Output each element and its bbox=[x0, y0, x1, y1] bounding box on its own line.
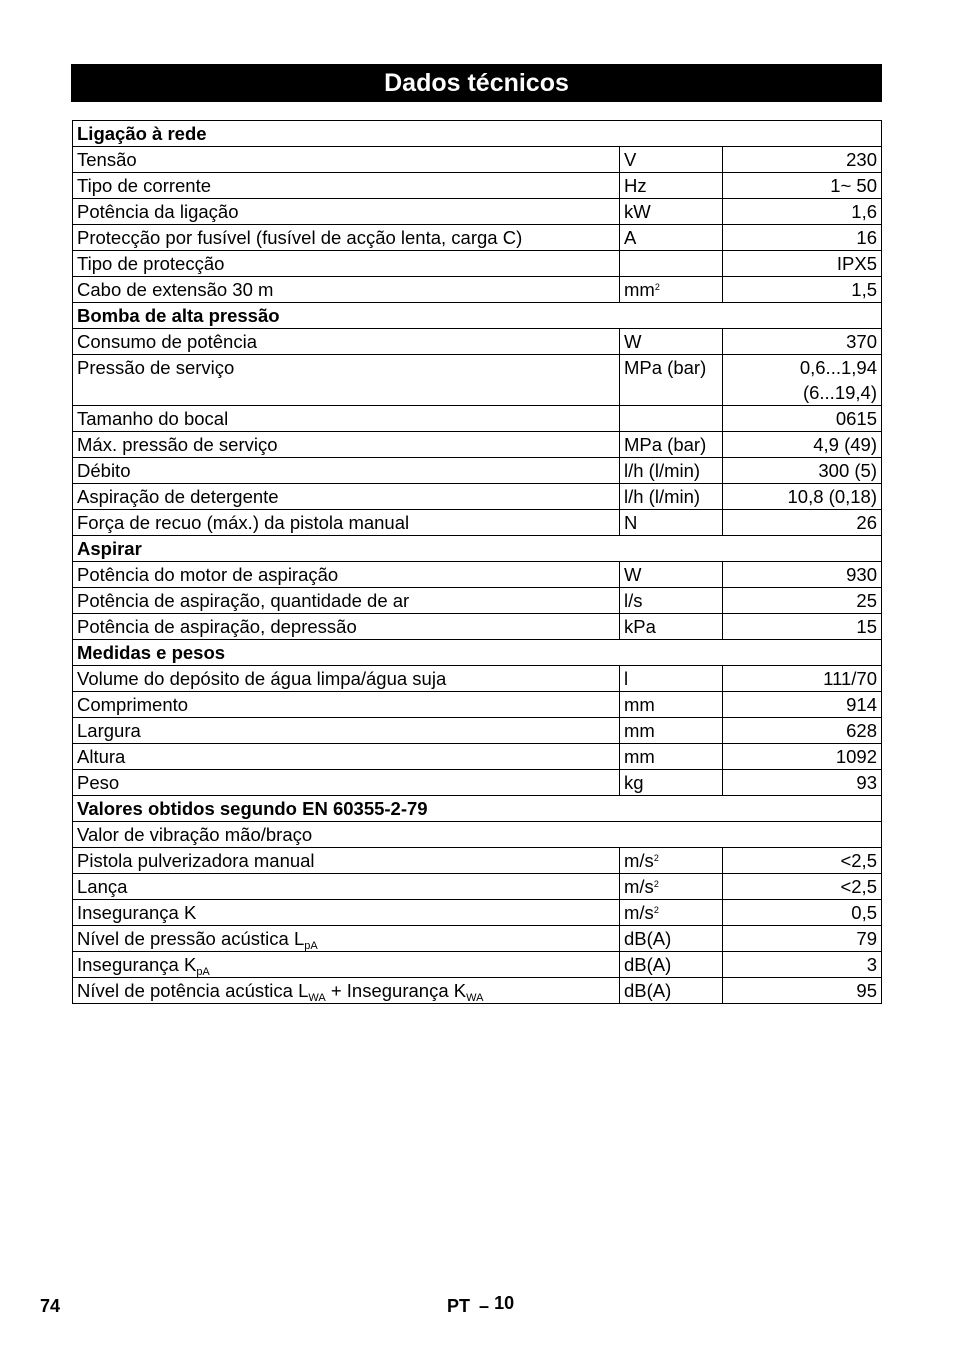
table-row bbox=[73, 978, 882, 1004]
spec-unit-cell bbox=[620, 614, 723, 640]
spec-label: Força de recuo (máx.) da pistola manual bbox=[77, 512, 410, 533]
spec-value: 1,6 bbox=[851, 201, 877, 222]
spec-label-cell bbox=[73, 199, 620, 225]
table-row bbox=[73, 666, 882, 692]
spec-value: 1092 bbox=[835, 746, 877, 767]
spec-label: Débito bbox=[77, 460, 131, 481]
spec-unit: MPa (bar) bbox=[624, 357, 707, 378]
spec-value-cell bbox=[723, 251, 882, 277]
spec-label-cell bbox=[73, 874, 620, 900]
spec-label: Máx. pressão de serviço bbox=[77, 434, 278, 455]
table-row bbox=[73, 588, 882, 614]
table-row bbox=[73, 173, 882, 199]
section-heading: Ligação à rede bbox=[73, 121, 882, 147]
spec-unit: mm bbox=[624, 746, 655, 767]
spec-unit-cell bbox=[620, 458, 723, 484]
spec-label: Lança bbox=[77, 876, 128, 897]
spec-label-cell bbox=[73, 432, 620, 458]
spec-unit-cell bbox=[620, 147, 723, 173]
spec-value-cell bbox=[723, 692, 882, 718]
spec-value-cell bbox=[723, 173, 882, 199]
spec-unit: m/s bbox=[624, 850, 654, 871]
spec-unit: A bbox=[624, 227, 637, 248]
spec-label: Consumo de potência bbox=[77, 331, 257, 352]
spec-value-cell bbox=[723, 718, 882, 744]
spec-label: Nível de potência acústica L bbox=[77, 980, 309, 1001]
table-row bbox=[73, 562, 882, 588]
section-subheading: Valor de vibração mão/braço bbox=[73, 822, 882, 848]
spec-unit-cell bbox=[620, 926, 723, 952]
spec-value: 15 bbox=[856, 616, 877, 637]
table-row bbox=[73, 692, 882, 718]
spec-unit-cell bbox=[620, 848, 723, 874]
spec-value-cell bbox=[723, 225, 882, 251]
section-subheading-row bbox=[73, 822, 882, 848]
table-row bbox=[73, 848, 882, 874]
spec-unit: l/h (l/min) bbox=[624, 460, 701, 481]
spec-label: Peso bbox=[77, 772, 120, 793]
section-heading: Valores obtidos segundo EN 60355-2-79 bbox=[73, 796, 882, 822]
spec-label: Tipo de protecção bbox=[77, 253, 225, 274]
spec-label-subscript: pA bbox=[304, 940, 318, 952]
spec-value: <2,5 bbox=[840, 876, 877, 897]
spec-value-cell bbox=[723, 458, 882, 484]
spec-unit-cell bbox=[620, 406, 723, 432]
spec-value-cell bbox=[723, 147, 882, 173]
spec-unit-cell bbox=[620, 770, 723, 796]
spec-value: 370 bbox=[846, 331, 877, 352]
spec-unit: m/s bbox=[624, 902, 654, 923]
spec-value-cell bbox=[723, 484, 882, 510]
spec-value-cell bbox=[723, 744, 882, 770]
spec-label: Pressão de serviço bbox=[77, 357, 235, 378]
spec-value-cell bbox=[723, 900, 882, 926]
table-row bbox=[73, 329, 882, 355]
spec-unit-cell bbox=[620, 666, 723, 692]
spec-unit: dB(A) bbox=[624, 980, 672, 1001]
spec-label-cell bbox=[73, 718, 620, 744]
spec-value-cell bbox=[723, 614, 882, 640]
spec-value: 26 bbox=[856, 512, 877, 533]
spec-label-cell bbox=[73, 900, 620, 926]
spec-value-cell bbox=[723, 432, 882, 458]
spec-unit: dB(A) bbox=[624, 928, 672, 949]
table-row bbox=[73, 510, 882, 536]
spec-unit-superscript: 2 bbox=[654, 282, 660, 292]
spec-unit-cell bbox=[620, 510, 723, 536]
spec-label-cell bbox=[73, 147, 620, 173]
spec-label-cell bbox=[73, 329, 620, 355]
spec-label-continued: + Insegurança K bbox=[325, 980, 467, 1001]
spec-label-cell bbox=[73, 355, 620, 406]
spec-unit-cell bbox=[620, 900, 723, 926]
spec-value: 1~ 50 bbox=[830, 175, 877, 196]
spec-label-subscript: pA bbox=[196, 966, 210, 978]
spec-label-cell bbox=[73, 926, 620, 952]
spec-value: 914 bbox=[846, 694, 877, 715]
spec-value: 0,6...1,94 bbox=[799, 357, 877, 378]
spec-value: 10,8 (0,18) bbox=[787, 486, 877, 507]
spec-unit: kW bbox=[624, 201, 651, 222]
spec-label-cell bbox=[73, 614, 620, 640]
spec-value: 230 bbox=[846, 149, 877, 170]
spec-label: Comprimento bbox=[77, 694, 189, 715]
table-row bbox=[73, 355, 882, 406]
table-row bbox=[73, 718, 882, 744]
spec-label: Largura bbox=[77, 720, 141, 741]
table-row bbox=[73, 952, 882, 978]
spec-unit: W bbox=[624, 331, 642, 352]
spec-label-cell bbox=[73, 406, 620, 432]
spec-value-cell bbox=[723, 588, 882, 614]
table-row bbox=[73, 251, 882, 277]
table-row bbox=[73, 277, 882, 303]
spec-unit: V bbox=[624, 149, 637, 170]
spec-unit-superscript: 2 bbox=[653, 879, 659, 889]
spec-label-cell bbox=[73, 952, 620, 978]
spec-value: <2,5 bbox=[840, 850, 877, 871]
table-row bbox=[73, 484, 882, 510]
table-row bbox=[73, 900, 882, 926]
spec-label-cell bbox=[73, 510, 620, 536]
spec-value-cell bbox=[723, 952, 882, 978]
spec-value: 111/70 bbox=[823, 668, 877, 689]
spec-unit-cell bbox=[620, 432, 723, 458]
spec-value: 93 bbox=[856, 772, 877, 793]
spec-unit-cell bbox=[620, 199, 723, 225]
spec-value-cell bbox=[723, 666, 882, 692]
spec-label: Potência da ligação bbox=[77, 201, 239, 222]
spec-label: Altura bbox=[77, 746, 126, 767]
spec-unit-cell bbox=[620, 952, 723, 978]
spec-value: 0,5 bbox=[851, 902, 877, 923]
spec-value-cell bbox=[723, 355, 882, 406]
spec-label-cell bbox=[73, 666, 620, 692]
footer-section-page: 10 bbox=[494, 1293, 515, 1313]
spec-value: 1,5 bbox=[851, 279, 877, 300]
spec-label-cell bbox=[73, 458, 620, 484]
spec-unit: l bbox=[624, 668, 629, 689]
spec-label: Insegurança K bbox=[77, 902, 197, 923]
spec-unit: W bbox=[624, 564, 642, 585]
spec-label-cell bbox=[73, 277, 620, 303]
spec-label-subscript: WA bbox=[466, 992, 484, 1004]
spec-label-subscript: WA bbox=[308, 992, 326, 1004]
spec-value-cell bbox=[723, 199, 882, 225]
spec-value-cell bbox=[723, 978, 882, 1004]
table-row bbox=[73, 458, 882, 484]
spec-label: Potência de aspiração, quantidade de ar bbox=[77, 590, 410, 611]
spec-label-cell bbox=[73, 173, 620, 199]
spec-value-cell bbox=[723, 329, 882, 355]
section-heading: Bomba de alta pressão bbox=[73, 303, 882, 329]
table-row bbox=[73, 199, 882, 225]
table-row bbox=[73, 614, 882, 640]
table-row bbox=[73, 744, 882, 770]
spec-value: 25 bbox=[856, 590, 877, 611]
spec-label: Tensão bbox=[77, 149, 137, 170]
table-row bbox=[73, 926, 882, 952]
page-number: 74 bbox=[40, 1296, 61, 1316]
spec-unit-cell bbox=[620, 225, 723, 251]
spec-label-cell bbox=[73, 744, 620, 770]
section-heading: Aspirar bbox=[73, 536, 882, 562]
spec-unit-cell bbox=[620, 173, 723, 199]
spec-label-cell bbox=[73, 588, 620, 614]
spec-label-cell bbox=[73, 562, 620, 588]
spec-value-cell bbox=[723, 874, 882, 900]
spec-label-cell bbox=[73, 978, 620, 1004]
section-heading-row bbox=[73, 796, 882, 822]
spec-label: Tipo de corrente bbox=[77, 175, 212, 196]
spec-unit-cell bbox=[620, 718, 723, 744]
spec-unit-cell bbox=[620, 355, 723, 406]
spec-unit-cell bbox=[620, 329, 723, 355]
spec-label-cell bbox=[73, 484, 620, 510]
spec-value: 95 bbox=[856, 980, 877, 1001]
section-heading-row bbox=[73, 640, 882, 666]
spec-unit: mm bbox=[624, 694, 655, 715]
spec-unit-cell bbox=[620, 484, 723, 510]
spec-unit: Hz bbox=[624, 175, 647, 196]
spec-unit: m/s bbox=[624, 876, 654, 897]
spec-label-cell bbox=[73, 692, 620, 718]
table-row bbox=[73, 432, 882, 458]
section-heading-row bbox=[73, 303, 882, 329]
spec-label: Volume do depósito de água limpa/água suja bbox=[77, 668, 447, 689]
spec-unit: MPa (bar) bbox=[624, 434, 707, 455]
spec-value-cell bbox=[723, 770, 882, 796]
spec-value-cell bbox=[723, 510, 882, 536]
spec-unit-superscript: 2 bbox=[653, 905, 659, 915]
spec-value: 3 bbox=[866, 954, 877, 975]
spec-unit: l/h (l/min) bbox=[624, 486, 701, 507]
table-row bbox=[73, 770, 882, 796]
spec-value: 4,9 (49) bbox=[813, 434, 877, 455]
spec-label: Tamanho do bocal bbox=[77, 408, 229, 429]
spec-unit-cell bbox=[620, 978, 723, 1004]
spec-label: Protecção por fusível (fusível de acção lenta, carga C) bbox=[77, 227, 523, 248]
footer-dash: – bbox=[479, 1296, 490, 1316]
spec-value-cell bbox=[723, 848, 882, 874]
table-row bbox=[73, 406, 882, 432]
spec-value: 0615 bbox=[835, 408, 877, 429]
footer-language-page bbox=[447, 1293, 515, 1317]
spec-unit: N bbox=[624, 512, 638, 533]
table-row bbox=[73, 147, 882, 173]
spec-unit-cell bbox=[620, 874, 723, 900]
spec-label-cell bbox=[73, 770, 620, 796]
spec-unit: dB(A) bbox=[624, 954, 672, 975]
spec-unit-cell bbox=[620, 588, 723, 614]
spec-value-cell bbox=[723, 926, 882, 952]
section-heading: Medidas e pesos bbox=[73, 640, 882, 666]
spec-value: 300 (5) bbox=[818, 460, 877, 481]
spec-label: Pistola pulverizadora manual bbox=[77, 850, 315, 871]
spec-unit-cell bbox=[620, 744, 723, 770]
table-row bbox=[73, 225, 882, 251]
table-row bbox=[73, 874, 882, 900]
spec-value-cell bbox=[723, 406, 882, 432]
spec-unit: kPa bbox=[624, 616, 656, 637]
spec-unit: kg bbox=[624, 772, 644, 793]
spec-unit-cell bbox=[620, 277, 723, 303]
spec-unit-superscript: 2 bbox=[653, 853, 659, 863]
spec-label-cell bbox=[73, 225, 620, 251]
spec-unit: mm bbox=[624, 279, 655, 300]
spec-unit-cell bbox=[620, 562, 723, 588]
spec-unit-cell bbox=[620, 692, 723, 718]
spec-label-cell bbox=[73, 251, 620, 277]
spec-value-line2: (6...19,4) bbox=[802, 382, 877, 403]
spec-label: Aspiração de detergente bbox=[77, 486, 279, 507]
spec-label: Potência do motor de aspiração bbox=[77, 564, 339, 585]
spec-label: Nível de pressão acústica L bbox=[77, 928, 305, 949]
page-title: Dados técnicos bbox=[71, 64, 882, 102]
section-heading-row bbox=[73, 121, 882, 147]
section-heading-row bbox=[73, 536, 882, 562]
spec-value-cell bbox=[723, 562, 882, 588]
spec-label: Potência de aspiração, depressão bbox=[77, 616, 357, 637]
spec-unit-cell bbox=[620, 251, 723, 277]
spec-unit: l/s bbox=[624, 590, 643, 611]
spec-label: Cabo de extensão 30 m bbox=[77, 279, 274, 300]
spec-label: Insegurança K bbox=[77, 954, 197, 975]
spec-value: 930 bbox=[846, 564, 877, 585]
spec-value: 628 bbox=[846, 720, 877, 741]
tech-data-table bbox=[72, 120, 882, 1004]
spec-label-cell bbox=[73, 848, 620, 874]
spec-value: 16 bbox=[856, 227, 877, 248]
footer-language: PT bbox=[447, 1296, 471, 1316]
spec-value: 79 bbox=[856, 928, 877, 949]
spec-value: IPX5 bbox=[836, 253, 877, 274]
spec-value-cell bbox=[723, 277, 882, 303]
spec-unit: mm bbox=[624, 720, 655, 741]
